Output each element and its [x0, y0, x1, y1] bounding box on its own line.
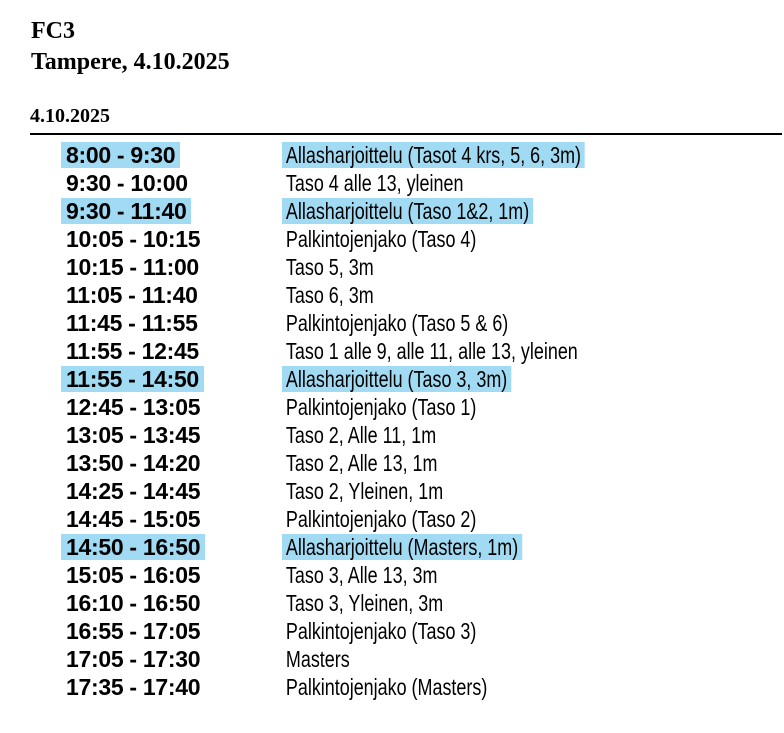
schedule-row	[0, 421, 784, 449]
row-time	[61, 533, 205, 561]
schedule-row	[0, 533, 784, 561]
row-time	[61, 477, 205, 505]
row-event	[282, 449, 486, 477]
row-event-text: Taso 2, Alle 11, 1m	[285, 422, 437, 448]
row-time-text: 11:55 - 14:50	[61, 366, 204, 392]
row-time-text: 11:45 - 11:55	[66, 310, 198, 336]
row-time	[61, 281, 203, 309]
row-event-text: Taso 5, 3m	[285, 254, 374, 280]
schedule-row	[0, 449, 784, 477]
schedule-row	[0, 309, 784, 337]
row-time-text: 16:55 - 17:05	[66, 618, 201, 644]
schedule-row	[0, 477, 784, 505]
row-event-text: Palkintojenjako (Taso 2)	[285, 506, 477, 532]
row-time	[61, 225, 205, 253]
row-time-text: 16:10 - 16:50	[66, 590, 201, 616]
row-time	[61, 141, 180, 169]
club-name: FC3	[31, 18, 75, 44]
row-event-text: Palkintojenjako (Taso 3)	[285, 618, 477, 644]
row-event-text: Allasharjoittelu (Taso 1&2, 1m)	[282, 198, 533, 224]
schedule-date: 4.10.2025	[30, 105, 110, 127]
schedule-row	[0, 225, 784, 253]
row-event	[282, 561, 486, 589]
row-event	[282, 421, 485, 449]
schedule-row	[0, 505, 784, 533]
row-event	[282, 253, 405, 281]
row-time	[61, 561, 205, 589]
row-event	[282, 225, 536, 253]
row-event-text: Palkintojenjako (Taso 4)	[285, 226, 477, 252]
schedule-row	[0, 673, 784, 701]
row-time-text: 17:35 - 17:40	[66, 674, 201, 700]
row-time-text: 11:55 - 12:45	[66, 338, 199, 364]
row-event-text: Allasharjoittelu (Tasot 4 krs, 5, 6, 3m)	[282, 142, 585, 168]
schedule-row	[0, 365, 784, 393]
schedule-row	[0, 617, 784, 645]
schedule-row	[0, 169, 784, 197]
row-event	[282, 645, 374, 673]
row-event-text: Palkintojenjako (Taso 1)	[285, 394, 477, 420]
row-event-text: Palkintojenjako (Taso 5 & 6)	[285, 310, 509, 336]
row-time-text: 9:30 - 11:40	[61, 198, 191, 224]
row-time	[61, 673, 205, 701]
row-event-text: Taso 6, 3m	[285, 282, 374, 308]
schedule-row	[0, 281, 784, 309]
row-event	[282, 477, 494, 505]
row-time	[61, 617, 205, 645]
row-event-text: Palkintojenjako (Masters)	[285, 674, 488, 700]
row-event	[282, 281, 405, 309]
row-event	[282, 337, 666, 365]
row-event	[282, 589, 494, 617]
row-time-text: 10:15 - 11:00	[66, 254, 199, 280]
row-time-text: 14:25 - 14:45	[66, 478, 201, 504]
schedule-row	[0, 589, 784, 617]
row-event-text: Taso 1 alle 9, alle 11, alle 13, yleinen	[285, 338, 578, 364]
row-time-text: 14:45 - 15:05	[66, 506, 201, 532]
schedule-row	[0, 337, 784, 365]
row-time	[61, 505, 205, 533]
row-event-text: Taso 2, Alle 13, 1m	[285, 450, 438, 476]
row-event	[282, 365, 576, 393]
row-event	[282, 505, 536, 533]
document-header	[31, 16, 230, 78]
row-time	[61, 197, 191, 225]
row-time	[61, 393, 205, 421]
row-time	[61, 169, 193, 197]
row-event-text: Taso 2, Yleinen, 1m	[285, 478, 444, 504]
row-event	[282, 197, 604, 225]
row-time	[61, 589, 205, 617]
row-time-text: 17:05 - 17:30	[66, 646, 201, 672]
row-event	[282, 141, 670, 169]
schedule-row	[0, 141, 784, 169]
row-time-text: 13:50 - 14:20	[66, 450, 201, 476]
row-event-text: Taso 4 alle 13, yleinen	[285, 170, 464, 196]
row-time-text: 12:45 - 13:05	[66, 394, 201, 420]
row-event	[282, 309, 577, 337]
row-time	[61, 365, 204, 393]
row-time-text: 15:05 - 16:05	[66, 562, 201, 588]
row-time	[61, 309, 203, 337]
row-time	[61, 645, 205, 673]
row-event-text: Allasharjoittelu (Taso 3, 3m)	[282, 366, 511, 392]
schedule-rows	[0, 141, 784, 701]
row-time-text: 8:00 - 9:30	[61, 142, 180, 168]
row-time-text: 10:05 - 10:15	[66, 226, 201, 252]
row-event	[282, 169, 520, 197]
location-date: Tampere, 4.10.2025	[31, 49, 230, 75]
row-event	[282, 393, 536, 421]
row-event	[282, 673, 550, 701]
row-event-text: Taso 3, Alle 13, 3m	[285, 562, 438, 588]
row-time-text: 14:50 - 16:50	[61, 534, 205, 560]
row-time	[61, 337, 204, 365]
row-time-text: 11:05 - 11:40	[66, 282, 198, 308]
row-event-text: Masters	[285, 646, 350, 672]
row-time-text: 13:05 - 13:45	[66, 422, 201, 448]
schedule-date-heading	[30, 104, 782, 135]
schedule-row	[0, 645, 784, 673]
row-event-text: Taso 3, Yleinen, 3m	[285, 590, 444, 616]
schedule-row	[0, 393, 784, 421]
row-time	[61, 421, 205, 449]
row-event	[282, 533, 590, 561]
row-time	[61, 449, 205, 477]
schedule-row	[0, 253, 784, 281]
row-event-text: Allasharjoittelu (Masters, 1m)	[282, 534, 522, 560]
row-event	[282, 617, 536, 645]
schedule-row	[0, 197, 784, 225]
row-time	[61, 253, 204, 281]
row-time-text: 9:30 - 10:00	[66, 170, 188, 196]
schedule-row	[0, 561, 784, 589]
